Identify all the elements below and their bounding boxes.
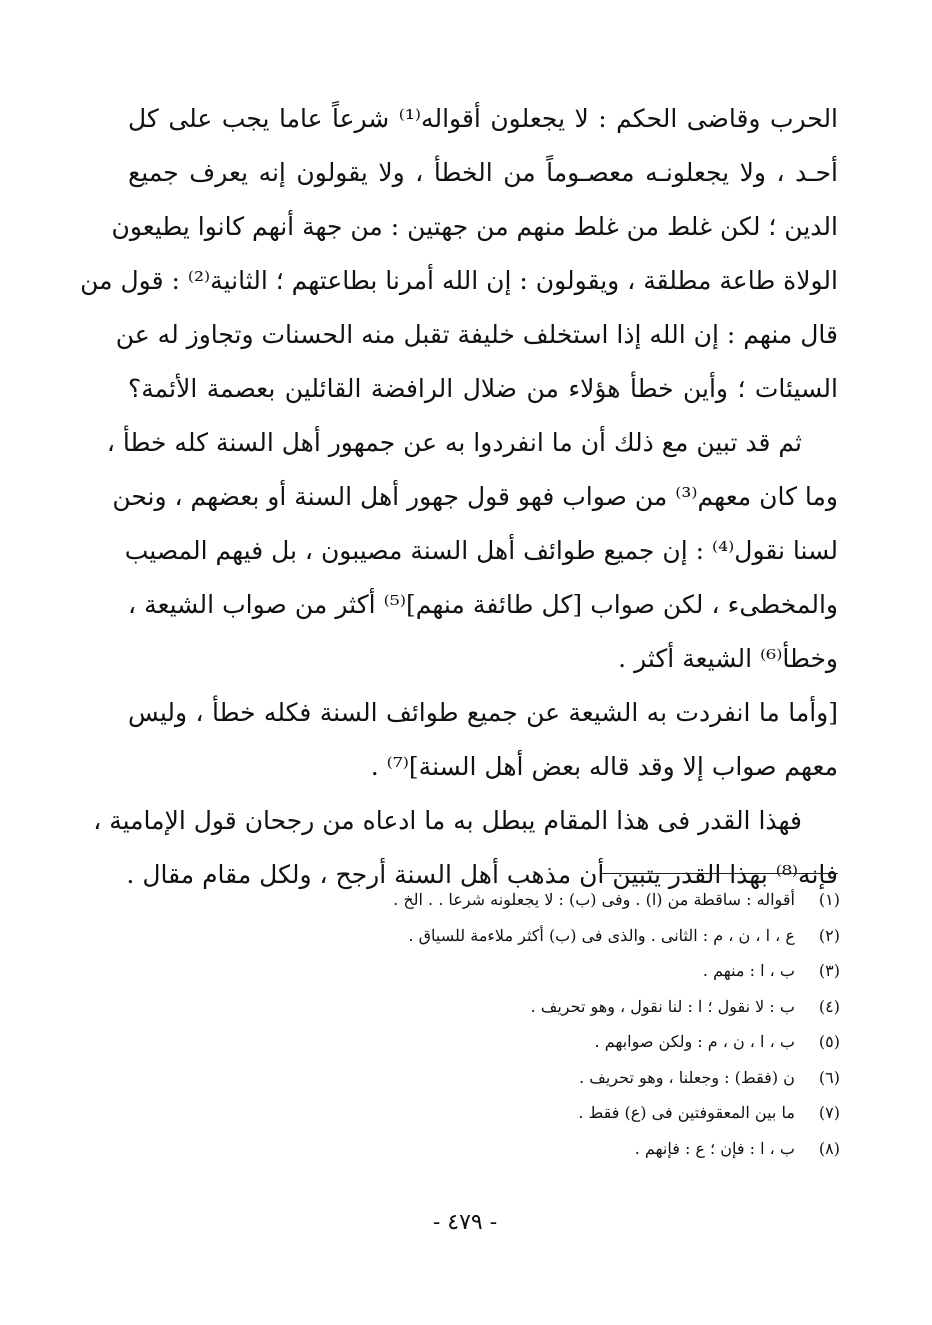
footnote-item: [128, 989, 840, 1025]
footnote-item: [128, 1024, 840, 1060]
footnote-number: (٨): [818, 1138, 840, 1158]
footnote-divider: [600, 873, 838, 874]
text-line: معهم صواب إلا وقد قاله بعض أهل السنة]⁽⁷⁾ .: [370, 752, 838, 781]
text-line: السيئات ؛ وأين خطأ هؤلاء من ضلال الرافضة القائلين بعصمة الأئمة؟: [128, 374, 838, 403]
text-line: الحرب وقاضى الحكم : لا يجعلون أقواله⁽¹⁾ شرعاً عاما يجب على كل: [128, 104, 839, 133]
text-line: لسنا نقول⁽⁴⁾ : إن جميع طوائف أهل السنة مصيبون ، بل فيهم المصيب: [124, 536, 838, 565]
page-number: - ٤٧٩ -: [432, 1210, 498, 1235]
footnotes: [128, 882, 840, 1166]
text-line: فإنه⁽⁸⁾ بهذا القدر يتبين أن مذهب أهل السنة أرجح ، ولكل مقام مقال .: [126, 860, 838, 889]
footnote-number: (٥): [818, 1032, 840, 1051]
text-line: الولاة طاعة مطلقة ، ويقولون : إن الله أمرنا بطاعتهم ؛ الثانية⁽²⁾ : قول من: [80, 266, 838, 295]
text-line: الدين ؛ لكن غلط من غلط منهم من جهتين : من جهة أنهم كانوا يطيعون: [111, 212, 838, 241]
text-line: ثم قد تبين مع ذلك أن ما انفردوا به عن جمهور أهل السنة كله خطأ ،: [106, 428, 802, 457]
footnote-item: [128, 882, 840, 918]
footnote-item: [128, 1131, 840, 1167]
footnote-text: ب ، ا : منهم .: [702, 961, 795, 980]
footnote-text: ن (فقط) : وجعلنا ، وهو تحريف .: [579, 1067, 795, 1087]
text-line: [وأما ما انفردت به الشيعة عن جميع طوائف السنة فكله خطأ ، وليس: [128, 698, 838, 727]
text-line: أحـد ، ولا يجعلونـه معصـوماً من الخطأ ، ولا يقولون إنه يعرف جميع: [128, 158, 838, 187]
text-line: قال منهم : إن الله إذا استخلف خليفة تقبل منه الحسنات وتجاوز له عن: [115, 320, 838, 349]
footnote-number: (٢): [818, 925, 840, 945]
text-line: وما كان معهم⁽³⁾ من صواب فهو قول جهور أهل السنة أو بعضهم ، ونحن: [112, 482, 838, 511]
text-line: فهذا القدر فى هذا المقام يبطل به ما ادعاه من رجحان قول الإمامية ،: [93, 806, 802, 835]
footnote-item: [128, 1095, 840, 1131]
footnote-text: ب : لا نقول ؛ ا : لنا نقول ، وهو تحريف .: [530, 996, 795, 1016]
footnote-number: (٤): [818, 996, 840, 1016]
footnote-text: ع ، ا ، ن ، م : الثانى . والذى فى (ب) أكثر ملاءمة للسياق .: [408, 925, 795, 945]
footnote-number: (٧): [818, 1103, 840, 1122]
main-text: [80, 92, 839, 902]
footnote-text: ما بين المعقوفتين فى (ع) فقط .: [578, 1103, 795, 1122]
footnote-item: [128, 953, 840, 989]
footnote-number: (٦): [818, 1067, 840, 1087]
footnote-text: ب ، ا : فإن ؛ ع : فإنهم .: [634, 1138, 795, 1158]
footnote-item: [128, 918, 840, 954]
text-line: وخطأ⁽⁶⁾ الشيعة أكثر .: [618, 644, 838, 673]
footnote-number: (١): [818, 890, 840, 909]
text-line: والمخطىء ، لكن صواب [كل طائفة منهم]⁽⁵⁾ أكثر من صواب الشيعة ،: [128, 590, 838, 619]
footnote-text: أقواله : ساقطة من (ا) . وفى (ب) : لا يجعلونه شرعا . . الخ .: [393, 890, 795, 909]
footnote-item: [128, 1060, 840, 1096]
footnote-text: ب ، ا ، ن ، م : ولكن صوابهم .: [594, 1032, 795, 1051]
footnote-number: (٣): [818, 961, 840, 980]
